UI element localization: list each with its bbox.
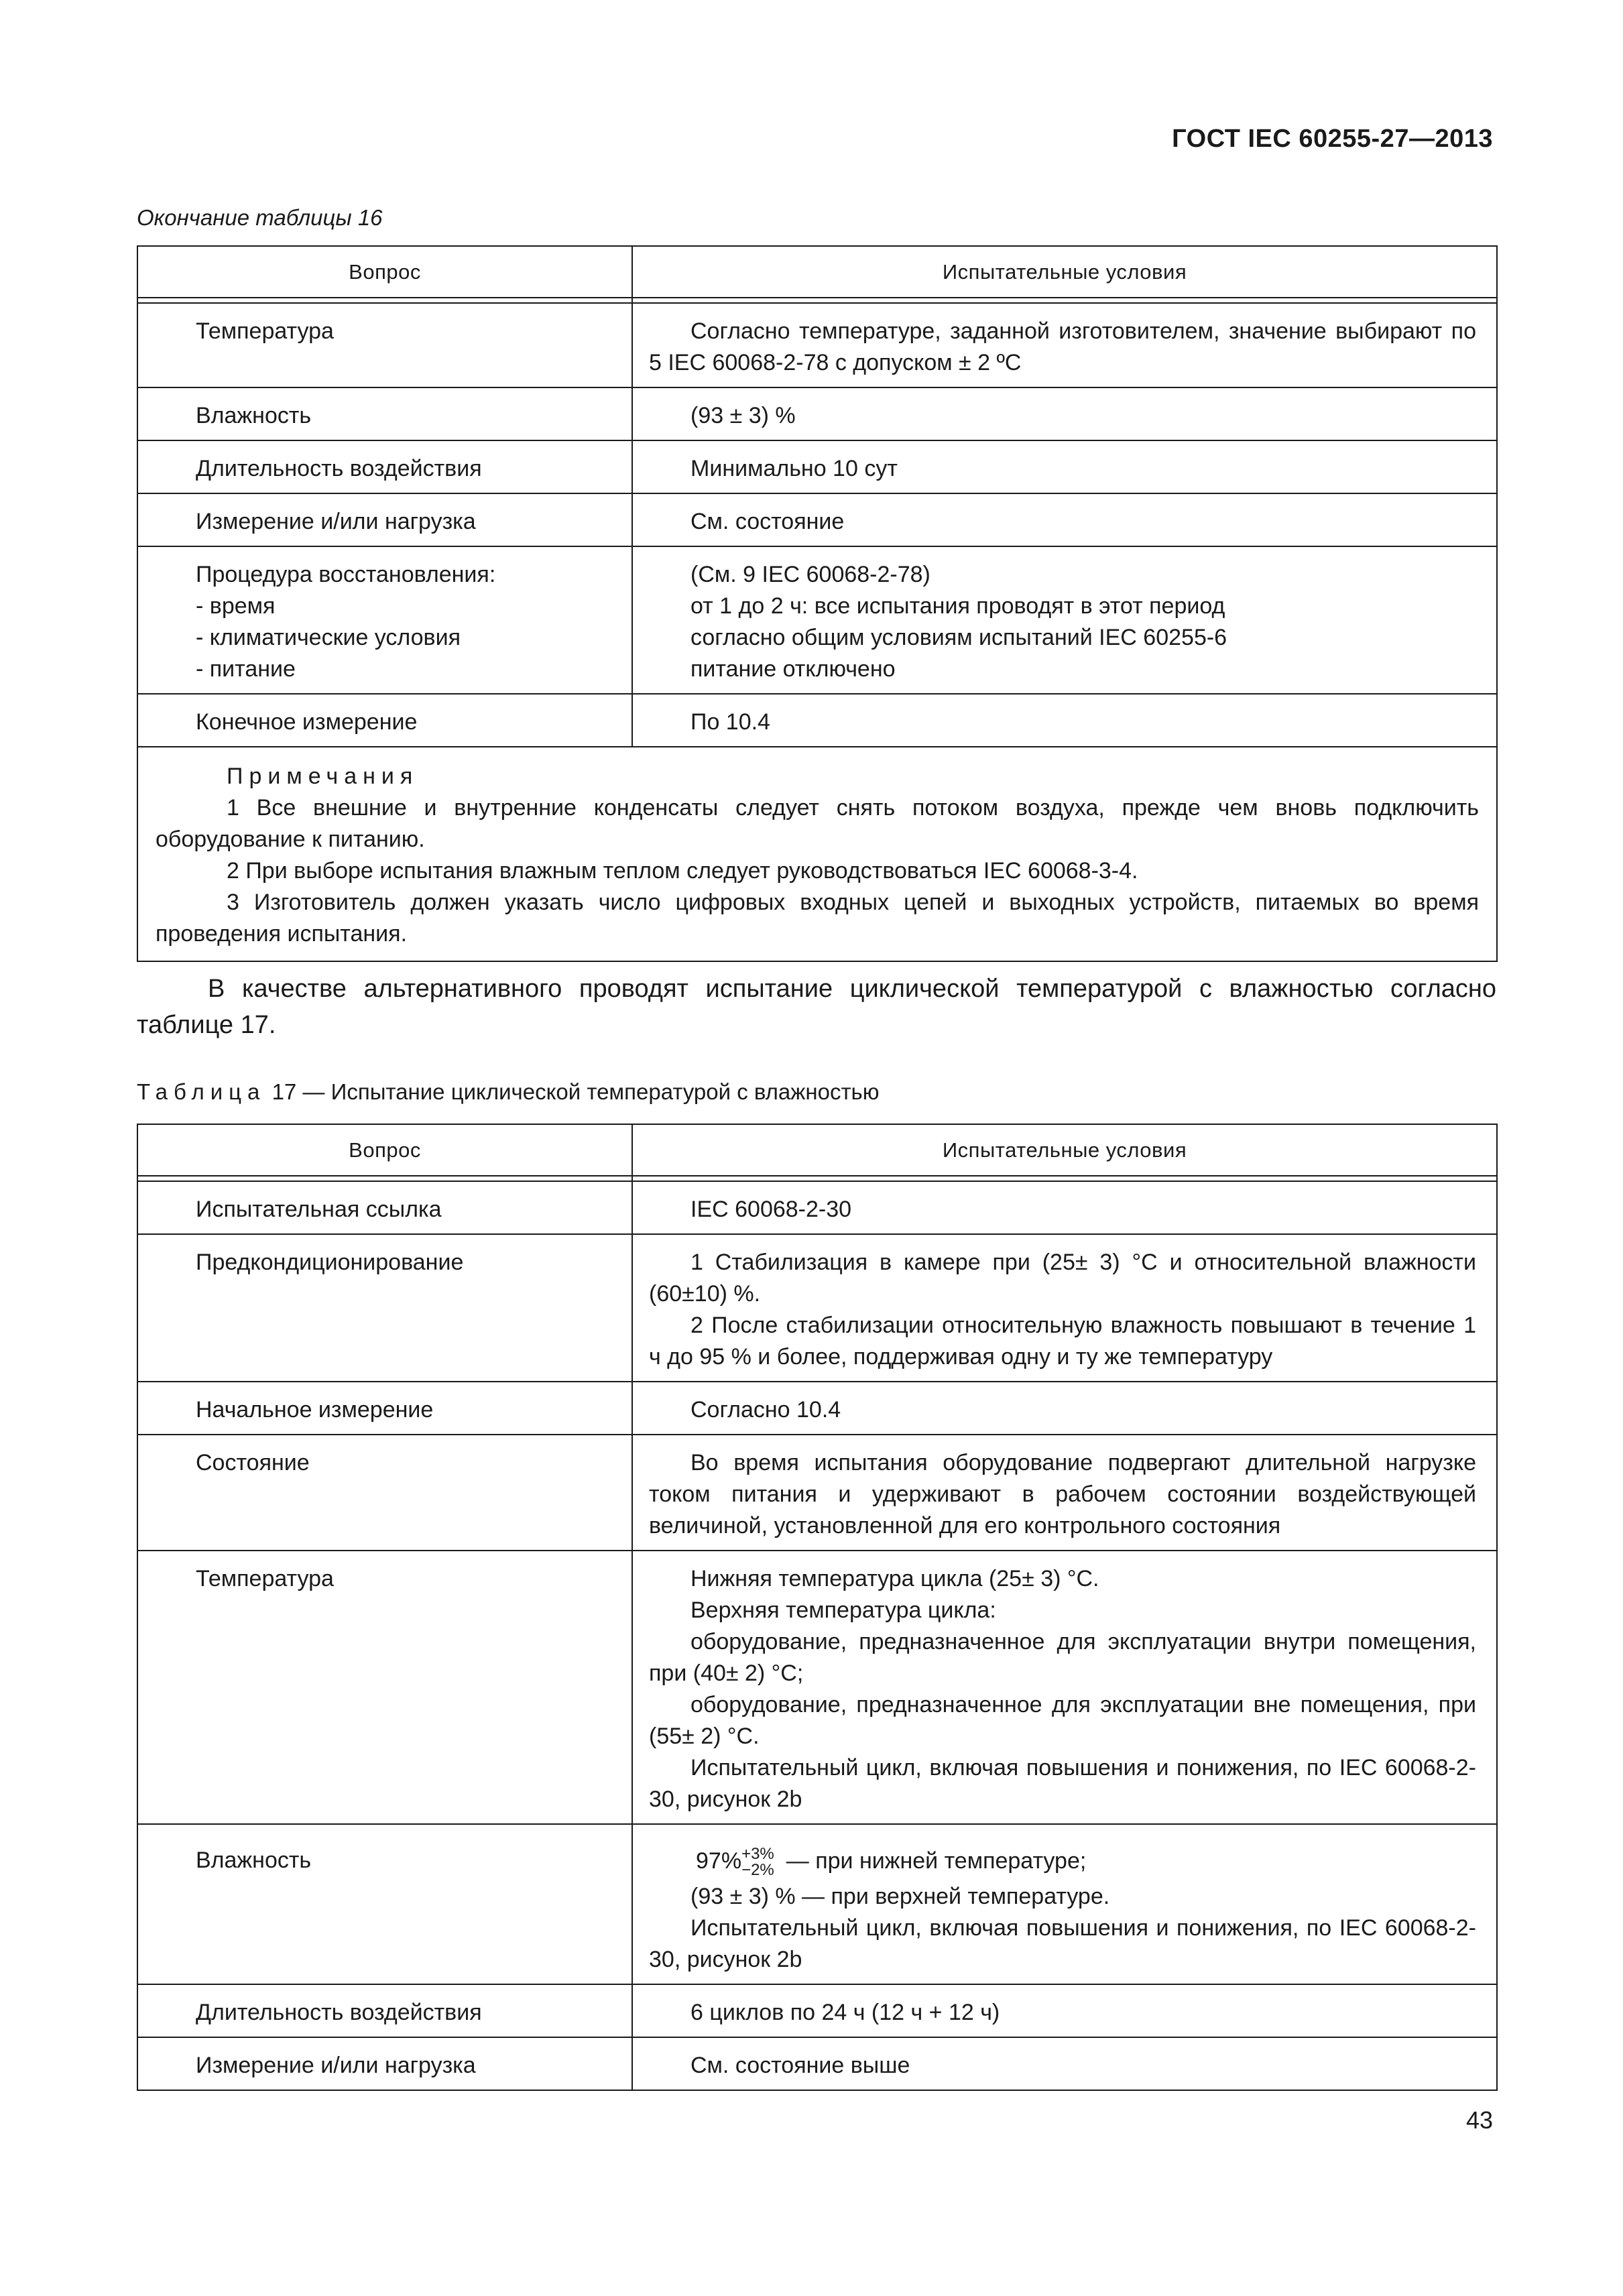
note-item: 3 Изготовитель должен указать число цифровых входных цепей и выходных устройств, питаемых во время проведения испытания.: [156, 890, 1479, 947]
table-row: [137, 1234, 1497, 1382]
table-cell-question: Измерение и/или нагрузка: [137, 493, 632, 546]
table-cell-question: Длительность воздействия: [137, 440, 632, 493]
table-cell-question: Процедура восстановления: - время - климатические условия - питание: [137, 546, 632, 694]
table-cell-condition: 97% +3% −2% — при нижней температуре; (93 ± 3) % — при верхней температуре. Испытательный цикл, включая повышения и понижения, по IEC 60068-2-30, рисунок 2b: [632, 1824, 1497, 1984]
table-row: [137, 387, 1497, 440]
table17-header-question: Вопрос: [137, 1124, 632, 1176]
table-cell-condition: Во время испытания оборудование подвергают длительной нагрузке током питания и удерживают в рабочем состоянии воздействующей величиной, установленной для его контрольного состояния: [632, 1435, 1497, 1551]
table16-header-row: [137, 246, 1497, 298]
table-cell-question: Влажность: [137, 1824, 632, 1984]
table-cell-condition: 1 Стабилизация в камере при (25± 3) °С и относительной влажности (60±10) %. 2 После стабилизации относительную влажность повышают в течение 1 ч до 95 % и более, поддерживая одну и ту же температуру: [632, 1234, 1497, 1382]
table-cell-condition: IEC 60068-2-30: [632, 1181, 1497, 1234]
table-row: [137, 1824, 1497, 1984]
tolerance-limits: +3% −2%: [741, 1845, 774, 1880]
body-paragraph: В качестве альтернативного проводят испытание циклической температурой с влажностью согласно таблице 17.: [137, 975, 1496, 1039]
table-row: [137, 2037, 1497, 2090]
note-item: 1 Все внешние и внутренние конденсаты следует снять потоком воздуха, прежде чем вновь подключить оборудование к питанию.: [156, 795, 1479, 852]
table-cell-question: Начальное измерение: [137, 1382, 632, 1435]
notes-title: Примечания: [227, 764, 419, 789]
table17: [137, 1124, 1498, 2091]
table17-separator: [137, 1176, 1497, 1181]
table-cell-condition: Согласно температуре, заданной изготовителем, значение выбирают по 5 IEC 60068-2-78 с допуском ± 2 ºС: [632, 303, 1497, 387]
table-cell-question: Температура: [137, 1551, 632, 1824]
table-cell-condition: См. состояние выше: [632, 2037, 1497, 2090]
table-cell-question: Температура: [137, 303, 632, 387]
table-cell-condition: 6 циклов по 24 ч (12 ч + 12 ч): [632, 1984, 1497, 2037]
table-row: [137, 694, 1497, 747]
table-row: [137, 493, 1497, 546]
page-number: 43: [1465, 2106, 1493, 2134]
table-row: [137, 1181, 1497, 1234]
table-row: [137, 1551, 1497, 1824]
table-cell-question: Конечное измерение: [137, 694, 632, 747]
table-cell-condition: Согласно 10.4: [632, 1382, 1497, 1435]
table-row: [137, 303, 1497, 387]
table16-header-conditions: Испытательные условия: [632, 246, 1497, 298]
table-row: [137, 1984, 1497, 2037]
table16: [137, 245, 1498, 962]
table-cell-condition: По 10.4: [632, 694, 1497, 747]
table17-header-conditions: Испытательные условия: [632, 1124, 1497, 1176]
table-cell-condition: Минимально 10 сут: [632, 440, 1497, 493]
table16-caption: Окончание таблицы 16: [137, 205, 383, 230]
table-row: [137, 1435, 1497, 1551]
table16-notes: [137, 747, 1497, 961]
table17-header-row: [137, 1124, 1497, 1176]
note-item: 2 При выборе испытания влажным теплом следует руководствоваться IEC 60068-3-4.: [227, 858, 1138, 884]
table-cell-condition: Нижняя температура цикла (25± 3) °С. Верхняя температура цикла: оборудование, предназначенное для эксплуатации внутри помещения, при (40± 2) °С; оборудование, предназначенное для эксплуатации вне помещения, при (55± 2) °С. Испытательный цикл, включая повышения и понижения, по IEC 60068-2-30, рисунок 2b: [632, 1551, 1497, 1824]
humidity-tolerance-line: 97% +3% −2% — при нижней температуре;: [696, 1845, 1087, 1880]
table-cell-question: Длительность воздействия: [137, 1984, 632, 2037]
table-row: [137, 440, 1497, 493]
document-code: ГОСТ IEC 60255-27—2013: [1172, 125, 1493, 153]
table-cell-condition: (93 ± 3) %: [632, 387, 1497, 440]
table17-caption: Таблица 17 — Испытание циклической температурой с влажностью: [137, 1079, 880, 1104]
table16-notes-row: [137, 747, 1497, 961]
table-row: [137, 1382, 1497, 1435]
table-cell-question: Влажность: [137, 387, 632, 440]
table-cell-condition: (См. 9 IEC 60068-2-78) от 1 до 2 ч: все испытания проводят в этот период согласно общим условиям испытаний IEC 60255-6 питание отключено: [632, 546, 1497, 694]
table16-header-question: Вопрос: [137, 246, 632, 298]
table-cell-question: Измерение и/или нагрузка: [137, 2037, 632, 2090]
table-cell-question: Предкондиционирование: [137, 1234, 632, 1382]
table-cell-question: Испытательная ссылка: [137, 1181, 632, 1234]
table-cell-question: Состояние: [137, 1435, 632, 1551]
table-row: [137, 546, 1497, 694]
table-cell-condition: См. состояние: [632, 493, 1497, 546]
table16-separator: [137, 298, 1497, 303]
